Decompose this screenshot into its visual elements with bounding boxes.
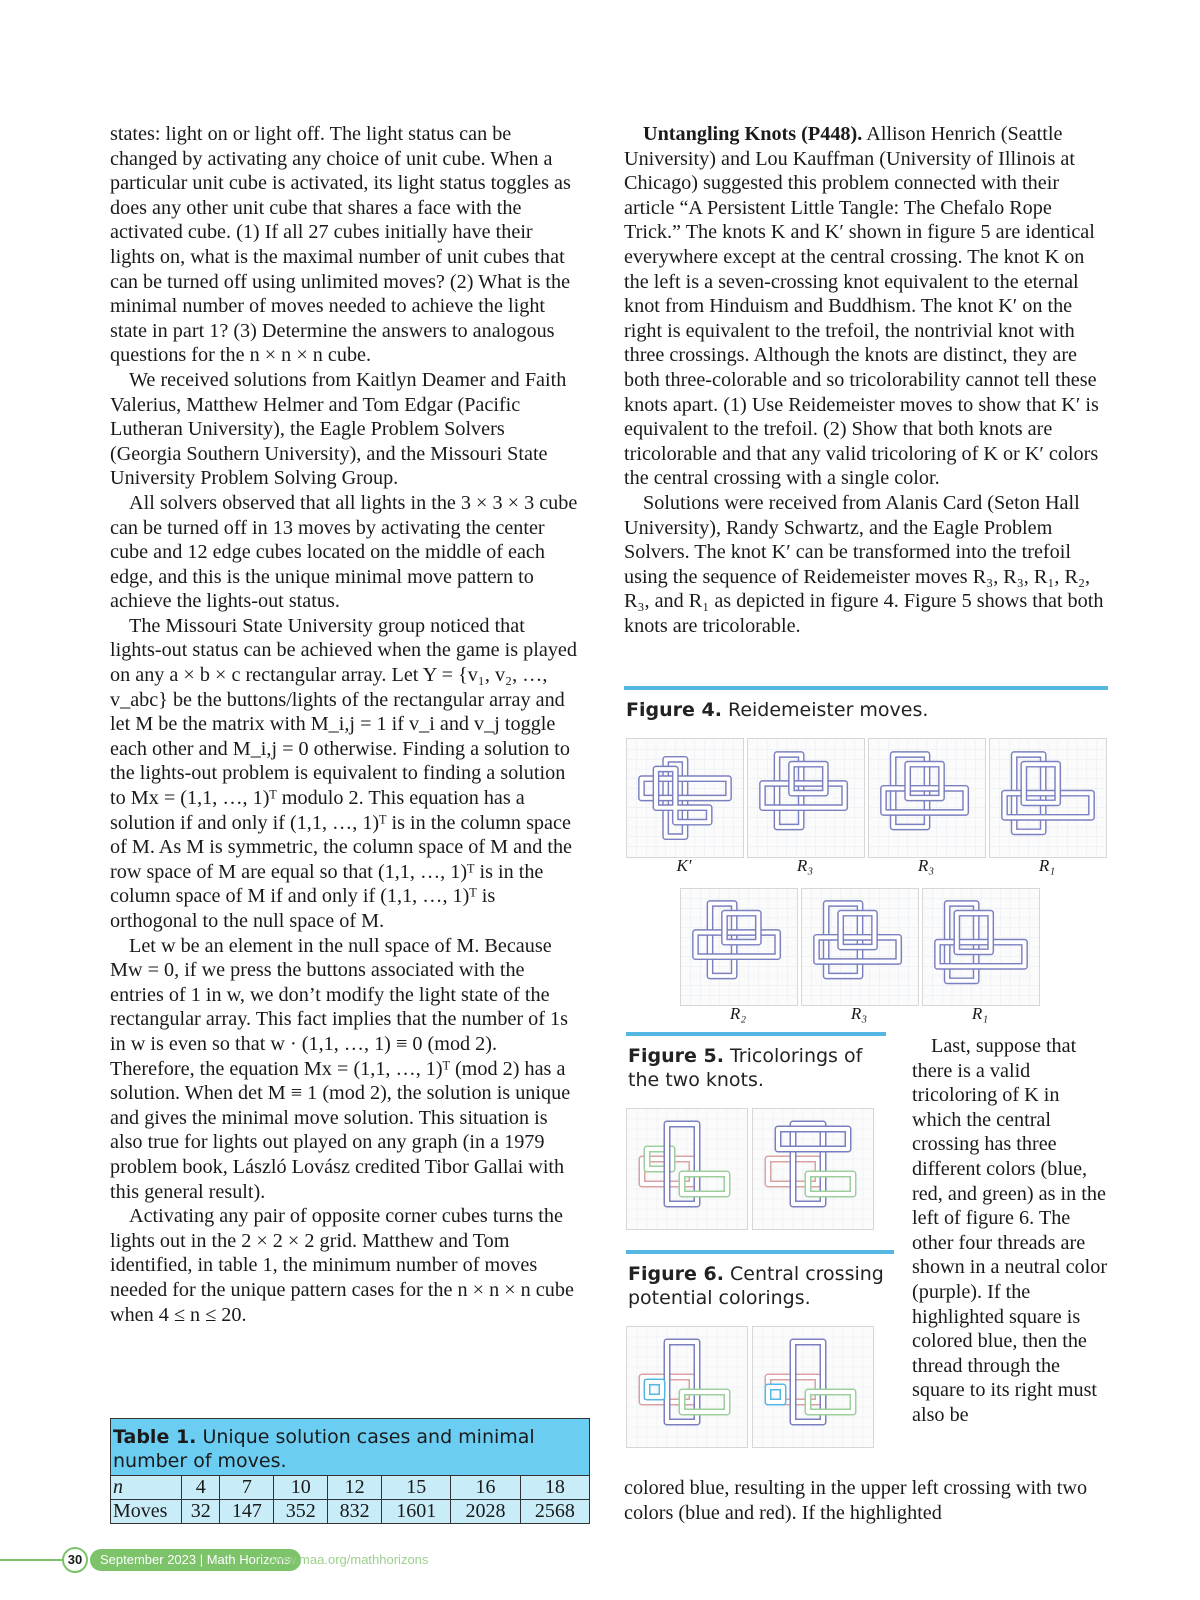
figure-caption-text: Central crossing potential colorings. — [628, 1263, 884, 1309]
table-caption-text: Unique solution cases and minimal number of moves. — [113, 1426, 535, 1472]
table-cell: 12 — [328, 1476, 382, 1500]
reidemeister-panel — [747, 738, 865, 858]
table-cell: 147 — [220, 1500, 274, 1524]
panel-label: R₁ — [971, 1004, 989, 1023]
figure-6-caption — [628, 1262, 898, 1310]
figure-caption-text: Reidemeister moves. — [727, 699, 929, 721]
table-row — [111, 1500, 590, 1524]
footer-line — [0, 1559, 64, 1561]
tricoloring-knot-k — [626, 1108, 748, 1230]
central-coloring-b — [752, 1326, 874, 1448]
table-row — [111, 1476, 590, 1500]
tricoloring-knot-k-prime — [752, 1108, 874, 1230]
reidemeister-panel — [680, 888, 798, 1006]
left-column — [110, 122, 580, 1327]
paragraph: Let w be an element in the null space of M. Because Mw = 0, if we press the buttons associated with the entries of 1 in w, we don’t modify the light state of the rectangular array. This fact implies that the number of 1s in w is even so that w · (1,1, …, 1) ≡ 0 (mod 2). Therefore, the equation Mx = (1,1, …, 1)ᵀ (mod 2) has a solution. When det M ≡ 1 (mod 2), the solution is unique and gives the minimal move solution. This situation is also true for lights out played on any graph (in a 1979 problem book, László Lovász credited Tibor Gallai with this general result). — [110, 934, 571, 1203]
right-column — [624, 122, 1112, 638]
paragraph: The Missouri State University group noticed that lights-out status can be achieved when the game is played on any a × b × c rectangular array. Let Y = {v₁, v₂, …, v_abc} be the buttons/lights of the rectangular array and let M be the matrix with M_i,j = 1 if v_i and v_j toggle each other and M_i,j = 0 otherwise. Finding a solution to the lights-out problem is equivalent to finding a solution to Mx = (1,1, …, 1)ᵀ modulo 2. This equation has a solution if and only if (1,1, …, 1)ᵀ is in the column space of M. As M is symmetric, the column space of M and the row space of M are equal so that (1,1, …, 1)ᵀ is in the column space of M if and only if (1,1, …, 1)ᵀ is orthogonal to the null space of M. — [110, 614, 577, 932]
table-cell: 1601 — [382, 1500, 451, 1524]
paragraph: Solutions were received from Alanis Card (Seton Hall University), Randy Schwartz, and the Eagle Problem Solvers. The knot K′ can be transformed into the trefoil using the sequence of Reidemeister moves R₃, R₃, R₁, R₂, R₃, and R₁ as depicted in figure 4. Figure 5 shows that both knots are tricolorable. — [624, 491, 1104, 637]
reidemeister-panel — [626, 738, 744, 858]
table-cell: 2568 — [520, 1500, 589, 1524]
panel-label: R₂ — [729, 1004, 747, 1023]
table-caption — [111, 1419, 590, 1476]
panel-label: K′ — [676, 856, 692, 875]
figure-label: Figure 5. — [628, 1045, 724, 1067]
paragraph: Last, suppose that there is a valid tricoloring of K in which the central crossing has three different colors (blue, red, and green) as in the left of figure 6. The other four threads are shown in a neutral color (purple). If the highlighted square is colored blue, then the thread through the square to its right must also be — [912, 1035, 1108, 1426]
panel-label: R₃ — [850, 1004, 868, 1023]
panel-label: R₃ — [917, 856, 935, 875]
table-cell: 352 — [274, 1500, 328, 1524]
problem-heading: Untangling Knots (P448). — [643, 123, 863, 145]
reidemeister-panel — [801, 888, 919, 1006]
reidemeister-panel — [989, 738, 1107, 858]
footer-url[interactable]: www.maa.org/mathhorizons — [268, 1552, 429, 1567]
figure-caption-text: Tricolorings of the two knots. — [628, 1045, 863, 1091]
panel-label: R₁ — [1038, 856, 1056, 875]
paragraph-text: Allison Henrich (Seattle University) and Lou Kauffman (University of Illinois at Chicago) suggested this problem connected with their article “A Persistent Little Tangle: The Chefalo Rope Trick.” The knots K and K′ shown in figure 5 are identical everywhere except at the central crossing. The knot K on the left is a seven-crossing knot equivalent to the eternal knot from Hinduism and Buddhism. The knot K′ on the right is equivalent to the trefoil, the nontrivial knot with three crossings. Although the knots are distinct, they are both three-colorable and so tricolorability cannot tell these knots apart. (1) Use Reidemeister moves to show that K′ is equivalent to the trefoil. (2) Show that both knots are tricolorable and that any valid tricoloring of K or K′ colors the central crossing with a single color. — [624, 123, 1099, 490]
table-cell: 7 — [220, 1476, 274, 1500]
paragraph — [624, 122, 1112, 491]
row-label-moves: Moves — [111, 1500, 182, 1524]
table-cell: 15 — [382, 1476, 451, 1500]
wrapped-paragraph — [912, 1034, 1112, 1428]
table-label: Table 1. — [113, 1426, 197, 1448]
table-cell: 18 — [520, 1476, 589, 1500]
central-coloring-a — [626, 1326, 748, 1448]
paragraph: All solvers observed that all lights in the 3 × 3 × 3 cube can be turned off in 13 moves by activating the center cube and 12 edge cubes located on the middle of each edge, and this is the unique minimal move pattern to achieve the lights-out status. — [110, 491, 578, 613]
issue-label: September 2023 | Math Horizons — [90, 1549, 301, 1571]
figure-4-caption — [626, 698, 1106, 722]
table-cell: 10 — [274, 1476, 328, 1500]
paragraph: states: light on or light off. The light status can be changed by activating any choice of unit cube. When a particular unit cube is activated, its light status toggles as does any other unit cube that shares a face with the activated cube. (1) If all 27 cubes initially have their lights on, what is the maximal number of unit cubes that can be turned off using unlimited moves? (2) What is the minimal number of moves needed to achieve the light state in part 1? (3) Determine the answers to analogous questions for the n × n × n cube. — [110, 123, 571, 367]
panel-label: R₃ — [796, 856, 814, 875]
reidemeister-panel — [922, 888, 1040, 1006]
page-number: 30 — [62, 1547, 88, 1573]
figure-5-caption — [628, 1044, 888, 1092]
figure-label: Figure 6. — [628, 1263, 724, 1285]
reidemeister-panel — [868, 738, 986, 858]
paragraph: We received solutions from Kaitlyn Deamer and Faith Valerius, Matthew Helmer and Tom Edgar (Pacific Lutheran University), the Eagle Problem Solvers (Georgia Southern University), and the Missouri State University Problem Solving Group. — [110, 368, 567, 490]
table-cell: 832 — [328, 1500, 382, 1524]
figure-label: Figure 4. — [626, 699, 722, 721]
table-1 — [110, 1418, 590, 1524]
paragraph-continuation — [624, 1476, 1114, 1525]
figure-rule — [626, 1250, 894, 1254]
table-cell: 16 — [451, 1476, 520, 1500]
paragraph: Activating any pair of opposite corner cubes turns the lights out in the 2 × 2 × 2 grid. Matthew and Tom identified, in table 1, the minimum number of moves needed for the unique pattern cases for the n × n × n cube when 4 ≤ n ≤ 20. — [110, 1205, 574, 1326]
figure-rule — [624, 686, 1108, 690]
row-label-n: n — [111, 1476, 182, 1500]
table-cell: 2028 — [451, 1500, 520, 1524]
paragraph: colored blue, resulting in the upper left crossing with two colors (blue and red). If the highlighted — [624, 1477, 1088, 1524]
table-cell: 32 — [182, 1500, 220, 1524]
figure-rule — [626, 1032, 886, 1036]
table-cell: 4 — [182, 1476, 220, 1500]
